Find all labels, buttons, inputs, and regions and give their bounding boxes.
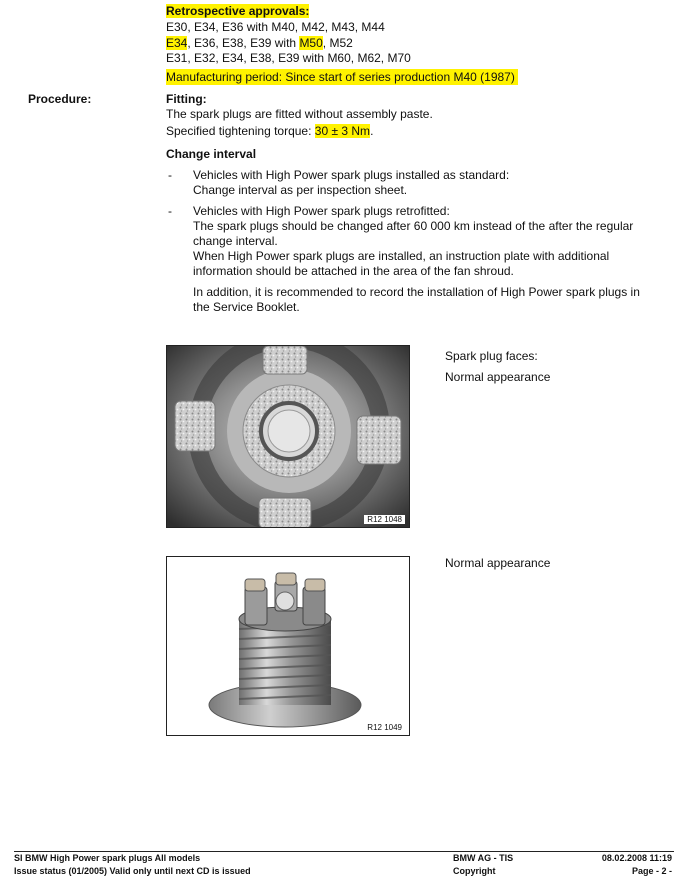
spark-plug-face-image (167, 346, 409, 527)
footer-date: 08.02.2008 11:19 (601, 853, 672, 863)
approvals-line-2: E34, E36, E38, E39 with M50, M52 (166, 36, 353, 50)
spark-plug-side-photo (166, 556, 410, 736)
footer-divider (14, 851, 674, 852)
list-item-text: The spark plugs should be changed after 60 000 km instead of the after the regular (193, 219, 634, 233)
manufacturing-period: Manufacturing period: Since start of series production M40 (1987) (166, 70, 518, 85)
footer-doc-title: SI BMW High Power spark plugs All models (14, 853, 201, 863)
footer-copyright: Copyright (453, 866, 496, 876)
torque-value: 30 ± 3 Nm (314, 124, 371, 138)
figure-caption: Normal appearance (445, 556, 551, 570)
list-item-dash: - (168, 204, 172, 218)
list-item-text: change interval. (193, 234, 278, 248)
procedure-label: Procedure: (28, 92, 92, 106)
figure-caption: Spark plug faces: (445, 349, 538, 363)
approvals-line-1: E30, E34, E36 with M40, M42, M43, M44 (166, 20, 385, 34)
addition-text: the Service Booklet. (193, 300, 300, 314)
approvals-heading: Retrospective approvals: (166, 4, 310, 18)
footer-issue-status: Issue status (01/2005) Valid only until next CD is issued (14, 866, 251, 876)
figure-caption: Normal appearance (445, 370, 551, 384)
list-item-text: Vehicles with High Power spark plugs installed as standard: (193, 168, 510, 182)
footer-page-number: Page - 2 - (631, 866, 672, 876)
change-interval-heading: Change interval (166, 147, 257, 161)
fitting-text: The spark plugs are fitted without assembly paste. (166, 107, 433, 121)
figure-code: R12 1048 (364, 515, 405, 524)
fitting-heading: Fitting: (166, 92, 207, 106)
list-item-text: When High Power spark plugs are installed, an instruction plate with additional (193, 249, 610, 263)
figure-code: R12 1049 (364, 723, 405, 732)
addition-text: In addition, it is recommended to record the installation of High Power spark plugs in (193, 285, 640, 299)
approvals-line-3: E31, E32, E34, E38, E39 with M60, M62, M70 (166, 51, 411, 65)
list-item-text: information should be attached in the area of the fan shroud. (193, 264, 514, 278)
list-item-text: Change interval as per inspection sheet. (193, 183, 408, 197)
list-item-dash: - (168, 168, 172, 182)
torque-line: Specified tightening torque: 30 ± 3 Nm. (166, 124, 374, 138)
spark-plug-side-image (167, 557, 409, 735)
footer-publisher: BMW AG - TIS (453, 853, 514, 863)
list-item-text: Vehicles with High Power spark plugs retrofitted: (193, 204, 450, 218)
spark-plug-face-photo (166, 345, 410, 528)
